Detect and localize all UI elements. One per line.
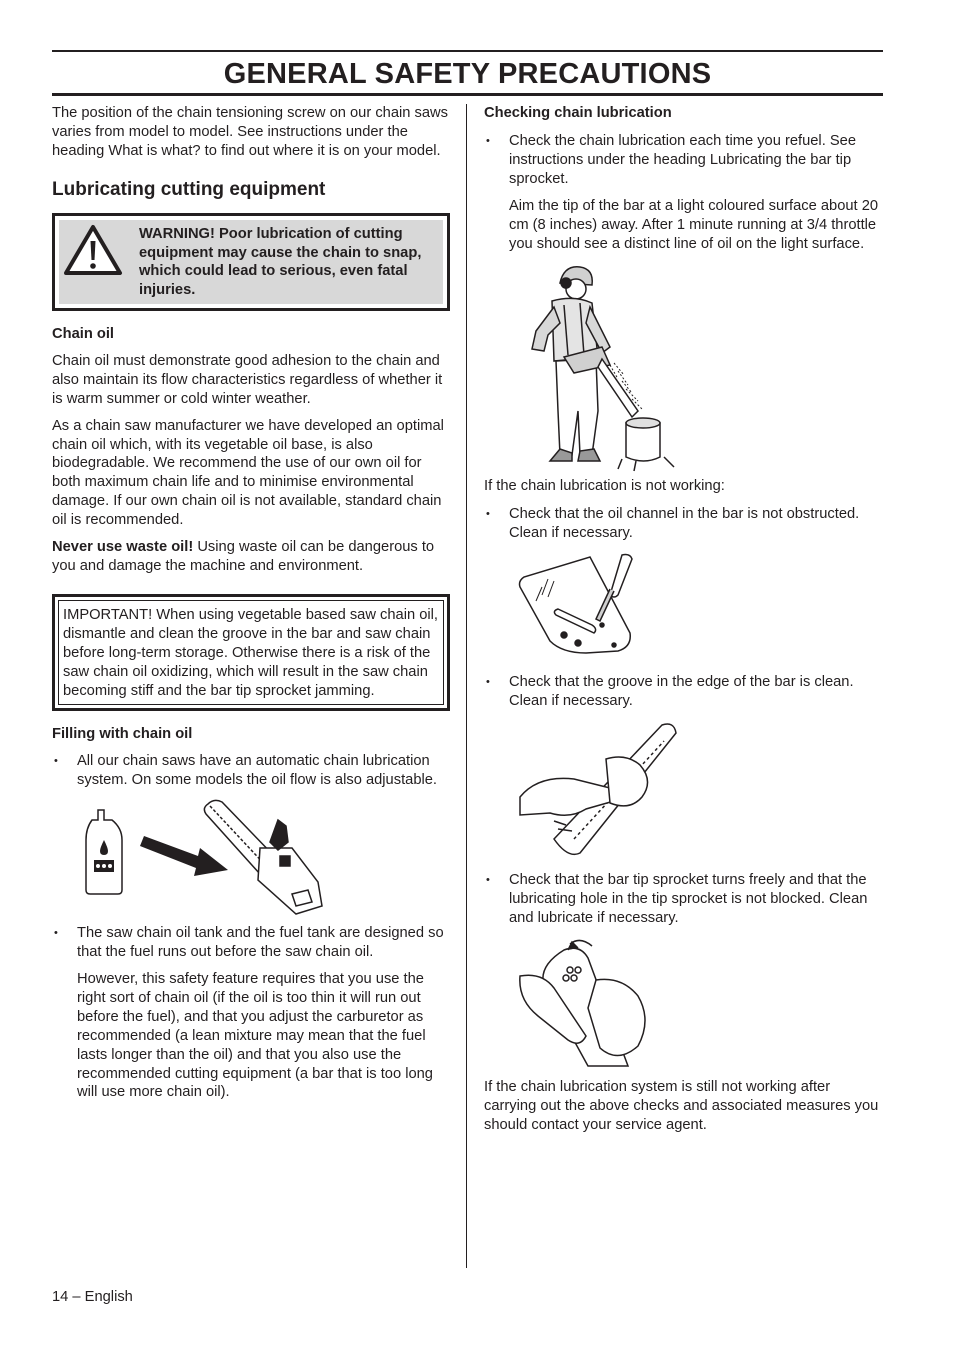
operator-test-figure — [514, 261, 694, 473]
arrow-icon — [140, 836, 228, 876]
warning-triangle-icon — [63, 224, 123, 276]
chain-oil-heading: Chain oil — [52, 325, 115, 342]
important-box — [52, 594, 450, 712]
filling-list — [52, 752, 450, 790]
oil-bottle-chainsaw-figure — [82, 798, 372, 918]
bullet-text: The saw chain oil tank and the fuel tank are designed so that the fuel runs out before the saw chain oil. — [77, 925, 444, 961]
chain-oil-paragraph-1: Chain oil must demonstrate good adhesion to the chain and also maintain its flow characteristics regardless of whether it is warm summer or cold winter weather. — [52, 352, 443, 407]
checking-list — [484, 132, 882, 189]
bullet-text: All our chain saws have an automatic chain lubrication system. On some models the oil flow is also adjustable. — [77, 753, 438, 789]
filling-list-2 — [52, 924, 450, 962]
list-item — [52, 752, 450, 790]
section-heading-lubricating: Lubricating cutting equipment — [52, 178, 326, 200]
bullet: • — [486, 135, 490, 147]
bullet: • — [486, 508, 490, 521]
bullet-text: Check that the bar tip sprocket turns freely and that the lubricating hole in the tip sprocket is not blocked. Clean and lubricate if necessary. — [509, 871, 868, 926]
waste-oil-text: Using waste oil can be dangerous to you and damage the machine and environment. — [52, 539, 435, 574]
chainsaw-icon — [204, 801, 322, 915]
groove-cleaning-figure — [514, 719, 684, 859]
bullet: • — [486, 873, 490, 886]
column-divider — [466, 104, 467, 1268]
page-title: GENERAL SAFETY PRECAUTIONS — [223, 58, 712, 90]
warning-text: WARNING! Poor lubrication of cutting equipment may cause the chain to snap, which could lead to serious, even fatal injuries. — [139, 225, 422, 299]
list-item — [484, 871, 882, 928]
top-rule — [52, 50, 883, 52]
bullet: • — [486, 676, 490, 689]
waste-oil-bold: Never use waste oil! — [52, 539, 194, 556]
intro-paragraph: The position of the chain tensioning screw on our chain saws varies from model to model. See instructions under the heading What is what? to find out where it is on your model. — [52, 105, 448, 159]
list-item — [484, 132, 882, 189]
final-paragraph: If the chain lubrication system is still not working after carrying out the above checks and associated measures you should contact your service agent. — [484, 1078, 879, 1133]
waste-oil-paragraph — [52, 538, 450, 576]
chain-oil-paragraph-2: As a chain saw manufacturer we have developed an optimal chain oil which, with its vegetable oil base, is also biodegradable. We recommend the use of our own oil for both maximum chain life and to minimise environmental damage. If our own chain oil is not available, standard chain oil is recommended. — [52, 417, 444, 529]
title-underline — [52, 93, 883, 96]
checking-heading: Checking chain lubrication — [484, 105, 672, 121]
bullet-text: Check that the oil channel in the bar is not obstructed. Clean if necessary. — [509, 506, 860, 542]
bullet-1-continuation: Aim the tip of the bar at a light coloured surface about 20 cm (8 inches) away. After 1 minute running at 3/4 throttle you should see a distinct line of oil on the light surface. — [509, 197, 879, 252]
warning-box — [52, 213, 450, 311]
bullet: • — [54, 927, 58, 940]
not-working-text: If the chain lubrication is not working: — [484, 478, 725, 495]
bar-oil-channel-figure — [514, 551, 654, 659]
list-item — [484, 673, 882, 711]
bullet-2-continuation: However, this safety feature requires that you use the right sort of chain oil (if the oil is too thin it will run out before the fuel), and that you adjust the carburetor as recommended (a lean mixture may mean that the fuel lasts longer than the oil) and that you also use the recommended cutting equipment (a bar that is too long will use more chain oil). — [77, 971, 433, 1101]
screwdriver-icon — [610, 555, 632, 598]
bullet: • — [54, 755, 58, 768]
left-column — [52, 104, 450, 1110]
page-footer: 14 – English — [52, 1289, 133, 1305]
right-column — [484, 104, 882, 1142]
bullet-text: Check that the groove in the edge of the bar is clean. Clean if necessary. — [509, 674, 854, 710]
list-item — [52, 924, 450, 962]
bullet-text: Check the chain lubrication each time you refuel. See instructions under the heading Lubricating the bar tip sprocket. — [509, 133, 856, 187]
filling-heading: Filling with chain oil — [52, 726, 193, 743]
sprocket-list — [484, 871, 882, 928]
groove-list — [484, 673, 882, 711]
not-working-list — [484, 505, 882, 543]
sprocket-check-figure — [514, 936, 654, 1070]
list-item — [484, 505, 882, 543]
important-text: IMPORTANT! When using vegetable based saw chain oil, dismantle and clean the groove in the bar and saw chain before long-term storage. Otherwise there is a risk of the saw chain oil oxidizing, which will result in the saw chain becoming stiff and the bar tip sprocket jamming. — [63, 606, 438, 699]
